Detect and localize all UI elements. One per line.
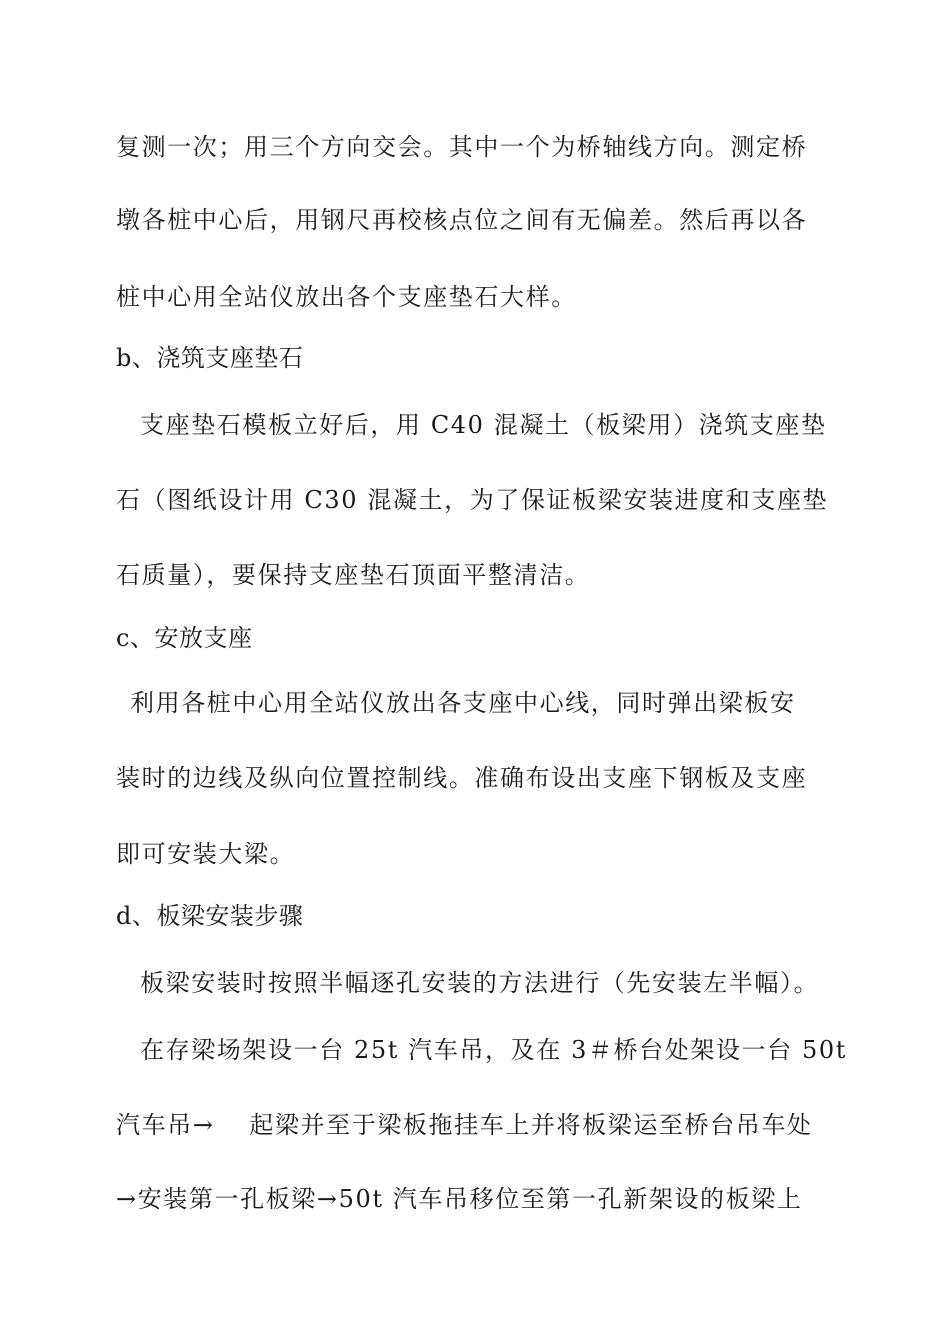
section-heading-c: c、安放支座	[116, 624, 253, 652]
paragraph-line: →安装第一孔板梁→50t 汽车吊移位至第一孔新架设的板梁上	[116, 1185, 803, 1213]
paragraph-line: 石质量），要保持支座垫石顶面平整清洁。	[116, 561, 591, 589]
section-heading-b: b、浇筑支座垫石	[116, 344, 304, 372]
paragraph-line: 装时的边线及纵向位置控制线。准确布设出支座下钢板及支座	[116, 764, 808, 792]
paragraph-line: 石（图纸设计用 C30 混凝土，为了保证板梁安装进度和支座垫	[116, 486, 829, 514]
paragraph-line: 墩各桩中心后，用钢尺再校核点位之间有无偏差。然后再以各	[116, 206, 808, 234]
paragraph-line: 支座垫石模板立好后，用 C40 混凝土（板梁用）浇筑支座垫	[140, 411, 827, 439]
paragraph-line: 桩中心用全站仪放出各个支座垫石大样。	[116, 283, 577, 311]
paragraph-line: 利用各桩中心用全站仪放出各支座中心线，同时弹出梁板安	[130, 689, 796, 717]
paragraph-line: 在存梁场架设一台 25t 汽车吊，及在 3＃桥台处架设一台 50t	[140, 1036, 847, 1064]
paragraph-line: 即可安装大梁。	[116, 840, 296, 868]
section-heading-d: d、板梁安装步骤	[116, 902, 304, 930]
paragraph-line: 复测一次；用三个方向交会。其中一个为桥轴线方向。测定桥	[116, 133, 808, 161]
paragraph-line: 板梁安装时按照半幅逐孔安装的方法进行（先安装左半幅）。	[140, 969, 820, 997]
paragraph-line: 汽车吊→ 起梁并至于梁板拖挂车上并将板梁运至桥台吊车处	[116, 1111, 813, 1139]
